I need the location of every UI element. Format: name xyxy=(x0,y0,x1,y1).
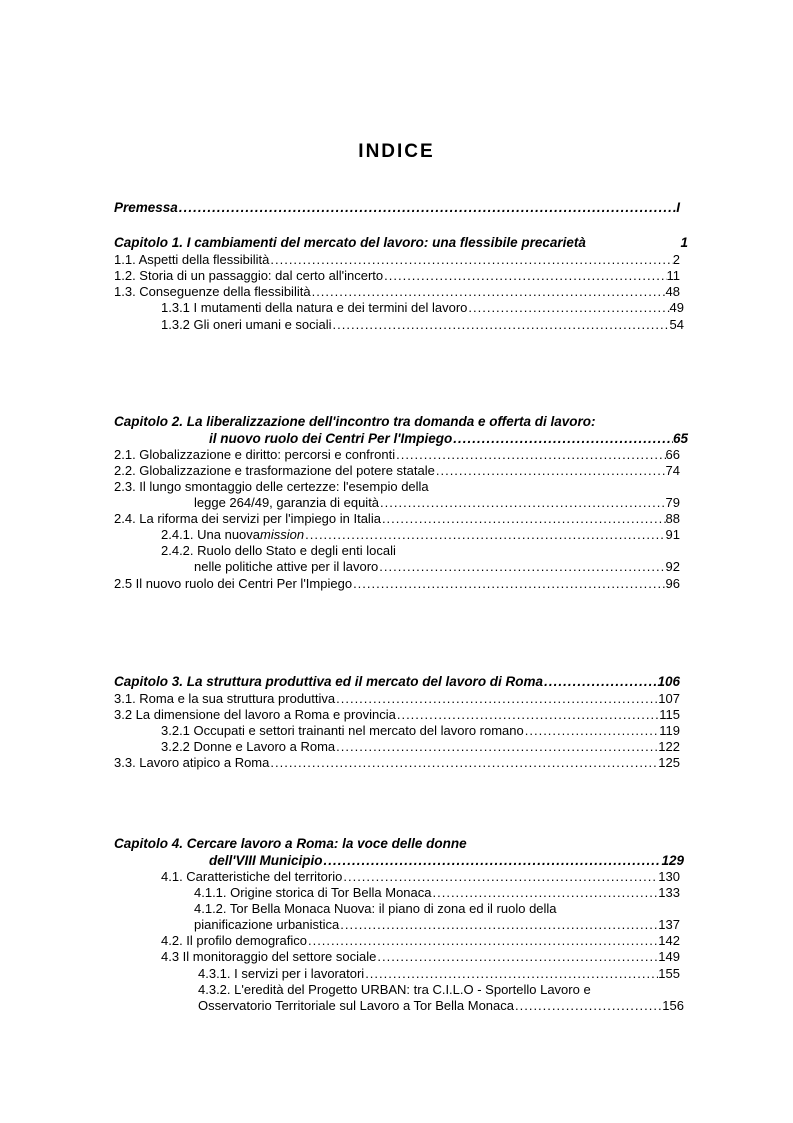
toc-entry: 2.3. Il lungo smontaggio delle certezze: l'esempio della xyxy=(114,479,429,494)
toc-entry: 3.2 La dimensione del lavoro a Roma e provincia ..... 115 xyxy=(114,707,680,723)
page-title: INDICE xyxy=(358,141,435,162)
toc-entry: 4.1. Caratteristiche del territorio ..... 130 xyxy=(161,869,680,885)
toc-entry: 4.1.1. Origine storica di Tor Bella Monaca ..... 133 xyxy=(194,885,680,901)
toc-entry: 3.2.2 Donne e Lavoro a Roma ..... 122 xyxy=(161,739,680,755)
toc-entry: 1.3.2 Gli oneri umani e sociali ..... 54 xyxy=(161,317,684,333)
toc-entry-premessa: Premessa ..... I xyxy=(114,200,680,216)
toc-entry: 2.4.1. Una nuova mission ..... 91 xyxy=(161,527,680,543)
toc-chapter-2: Capitolo 2. La liberalizzazione dell'incontro tra domanda e offerta di lavoro: xyxy=(114,414,596,429)
toc-entry: 4.1.2. Tor Bella Monaca Nuova: il piano di zona ed il ruolo della xyxy=(194,901,557,916)
toc-chapter-1: Capitolo 1. I cambiamenti del mercato del lavoro: una flessibile precarietà 1 xyxy=(114,235,688,250)
toc-chapter-2-cont: il nuovo ruolo dei Centri Per l'Impiego ..... 65 xyxy=(209,431,688,447)
toc-entry: 4.3.2. L'eredità del Progetto URBAN: tra C.I.L.O - Sportello Lavoro e xyxy=(198,982,591,997)
toc-entry: 3.1. Roma e la sua struttura produttiva ..... 107 xyxy=(114,691,680,707)
toc-entry: pianificazione urbanistica ..... 137 xyxy=(194,917,680,933)
toc-entry: 4.2. Il profilo demografico ..... 142 xyxy=(161,933,680,949)
toc-entry: 1.1. Aspetti della flessibilità ..... 2 xyxy=(114,252,680,268)
toc-entry: nelle politiche attive per il lavoro ..... 92 xyxy=(194,559,680,575)
toc-chapter-3: Capitolo 3. La struttura produttiva ed il mercato del lavoro di Roma ..... 106 xyxy=(114,674,680,690)
toc-entry: 4.3.1. I servizi per i lavoratori ..... 155 xyxy=(198,966,680,982)
toc-entry: 2.5 Il nuovo ruolo dei Centri Per l'Impiego ..... 96 xyxy=(114,576,680,592)
toc-entry: 2.1. Globalizzazione e diritto: percorsi e confronti ..... 66 xyxy=(114,447,680,463)
toc-entry: 1.2. Storia di un passaggio: dal certo all'incerto ..... 11 xyxy=(114,268,680,284)
toc-entry: 2.2. Globalizzazione e trasformazione del potere statale ..... 74 xyxy=(114,463,680,479)
toc-entry: 2.4.2. Ruolo dello Stato e degli enti locali xyxy=(161,543,396,558)
toc-entry: 1.3. Conseguenze della flessibilità ..... 48 xyxy=(114,284,680,300)
toc-entry: 3.2.1 Occupati e settori trainanti nel mercato del lavoro romano ..... 119 xyxy=(161,723,680,739)
toc-entry: 3.3. Lavoro atipico a Roma ..... 125 xyxy=(114,755,680,771)
toc-entry: 2.4. La riforma dei servizi per l'impiego in Italia ..... 88 xyxy=(114,511,680,527)
toc-chapter-4: Capitolo 4. Cercare lavoro a Roma: la voce delle donne xyxy=(114,836,467,851)
toc-entry: Osservatorio Territoriale sul Lavoro a Tor Bella Monaca ..... 156 xyxy=(198,998,684,1014)
toc-entry: legge 264/49, garanzia di equità ..... 79 xyxy=(194,495,680,511)
toc-chapter-4-cont: dell'VIII Municipio ..... 129 xyxy=(209,853,684,869)
toc-entry: 4.3 Il monitoraggio del settore sociale ..... 149 xyxy=(161,949,680,965)
toc-entry: 1.3.1 I mutamenti della natura e dei termini del lavoro ..... 49 xyxy=(161,300,684,316)
